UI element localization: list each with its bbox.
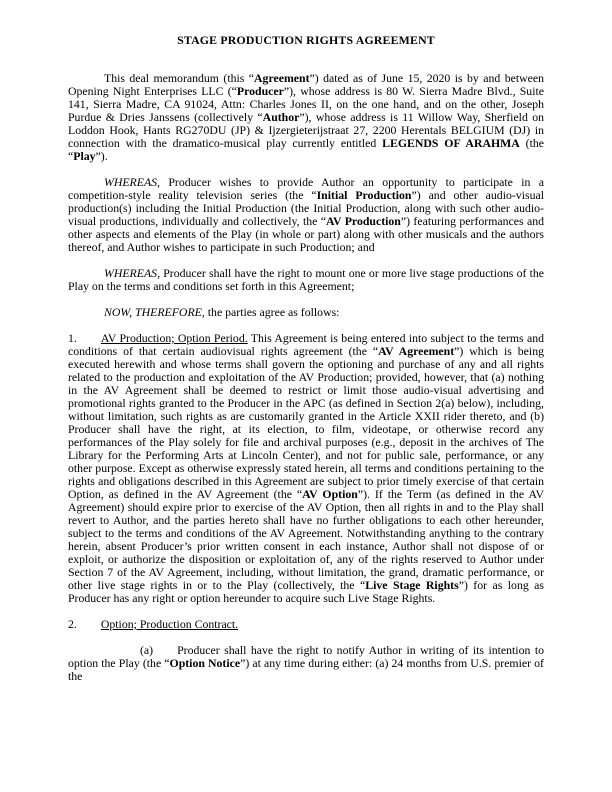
- text-run: Option Notice: [169, 656, 241, 670]
- text-run: Initial Production: [316, 188, 412, 202]
- section-2a-option-notice-paragraph: [68, 644, 544, 683]
- text-run: AV Option: [302, 487, 358, 501]
- text-run: Play: [73, 149, 96, 163]
- text-run: Live Stage Rights: [365, 578, 459, 592]
- text-run: NOW, THEREFORE: [104, 305, 202, 319]
- tab-space: [77, 341, 101, 342]
- text-run: , Producer wishes to provide Author an opportunity to participate in a competition-style reality television series (the “: [68, 175, 544, 202]
- document-body: [68, 72, 544, 683]
- text-run: Author: [262, 110, 300, 124]
- text-run: AV Agreement: [378, 344, 455, 358]
- text-run: ”) featuring performances and other aspects and elements of the Play (in whole or part) along with other musicals and the authors thereof, and Author wishes to participate in such Production; and: [68, 214, 544, 254]
- text-run: , Producer shall have the right to mount one or more live stage productions of the Play on the terms and conditions set forth in this Agreement;: [68, 266, 544, 293]
- text-run: Agreement: [254, 71, 310, 85]
- document-title: STAGE PRODUCTION RIGHTS AGREEMENT: [177, 33, 435, 47]
- text-run: (the “: [68, 136, 545, 163]
- tab-space: [77, 627, 101, 628]
- text-run: This deal memorandum (this “: [104, 71, 255, 85]
- text-run: ”).: [95, 149, 108, 163]
- tab-space: [153, 653, 177, 654]
- text-run: ”) which is being executed herewith and whose terms shall govern the optioning and purchase of any and all rights related to the production and exploitation of the AV Production; provided, however, that (a) nothing in the AV Agreement shall be deemed to restrict or limit those audio-visual advertising and promotional rights granted to the Producer in the APC (as defined in Section 2(a) below), including, without limitation, such rights as are customarily granted in the Article XXII rider thereto, and (b) Producer shall have the right, at its election, to film, videotape, or otherwise record any performances of the Play solely for file and archival purposes (e.g., deposit in the archives of The Library for the Performing Arts at Lincoln Center), and not for public sale, performance, or any other purpose. Except as otherwise expressly stated herein, all terms and conditions pertaining to the rights and obligations described in this Agreement are subject to prior timely exercise of that certain Option, as defined in the AV Agreement (the “: [68, 344, 544, 501]
- now-therefore-paragraph: [68, 306, 544, 319]
- text-run: WHEREAS: [104, 266, 158, 280]
- text-run: ”) for as long as Producer has any right or option hereunder to acquire such Live Stage Rights.: [68, 578, 545, 605]
- text-run: ”) at any time during either: (a) 24 months from U.S. premier of the: [68, 656, 544, 683]
- text-run: ”), whose address is 80 W. Sierra Madre Blvd., Suite 141, Sierra Madre, CA 91024, Attn: Charles Jones II, on the one hand, and on the other, Joseph Purdue & Dries Janssens (collectively “: [68, 84, 544, 124]
- text-run: AV Production: [326, 214, 401, 228]
- text-run: ”) dated as of June 15, 2020 is by and between Opening Night Enterprises LLC (“: [68, 71, 544, 98]
- text-run: ”). If the Term (as defined in the AV Agreement) should expire prior to exercise of the AV Option, then all rights in and to the Play shall revert to Author, and the parties hereto shall have no further obligations to each other hereunder, subject to the terms and conditions of the AV Agreement. Notwithstanding anything to the contrary herein, absent Producer’s prior written consent in each instance, Author shall not dispose of or exploit, or authorize the disposition or exploitation of, any of the rights reserved to Author under Section 7 of the AV Agreement, including, without limitation, the grand, dramatic performance, or other live stage rights in or to the Play (collectively, the “: [68, 487, 544, 592]
- text-run: Producer shall have the right to notify Author in writing of its intention to option the Play (the “: [68, 643, 544, 670]
- whereas-stage-paragraph: [68, 267, 544, 293]
- whereas-participation-paragraph: [68, 176, 544, 254]
- text-run: (a): [140, 643, 154, 657]
- intro-paragraph: [68, 72, 544, 163]
- text-run: AV Production; Option Period.: [100, 331, 248, 345]
- text-run: ”) and other audio-visual production(s) including the Initial Production (the Initial Production, along with such other audio-visual productions, individually and collectively, the “: [68, 188, 544, 228]
- text-run: WHEREAS: [104, 175, 158, 189]
- text-run: Option; Production Contract.: [100, 617, 239, 631]
- text-run: This Agreement is being entered into subject to the terms and conditions of that certain audiovisual rights agreement (the “: [68, 331, 544, 358]
- section-1-av-production-option-period: [68, 332, 544, 605]
- text-run: 2.: [68, 617, 77, 631]
- text-run: ”), whose address is 11 Willow Way, Sherfield on Loddon Hook, Hants RG270DU (JP) & Ijzergieterijstraat 27, 2200 Herentals BELGIUM (DJ) in connection with the dramatico-musical play currently entitled: [68, 110, 544, 150]
- section-2-option-production-contract: [68, 618, 544, 631]
- text-run: 1.: [68, 331, 77, 345]
- text-run: LEGENDS OF ARAHMA: [382, 136, 520, 150]
- text-run: Producer: [236, 84, 284, 98]
- text-run: , the parties agree as follows:: [201, 305, 340, 319]
